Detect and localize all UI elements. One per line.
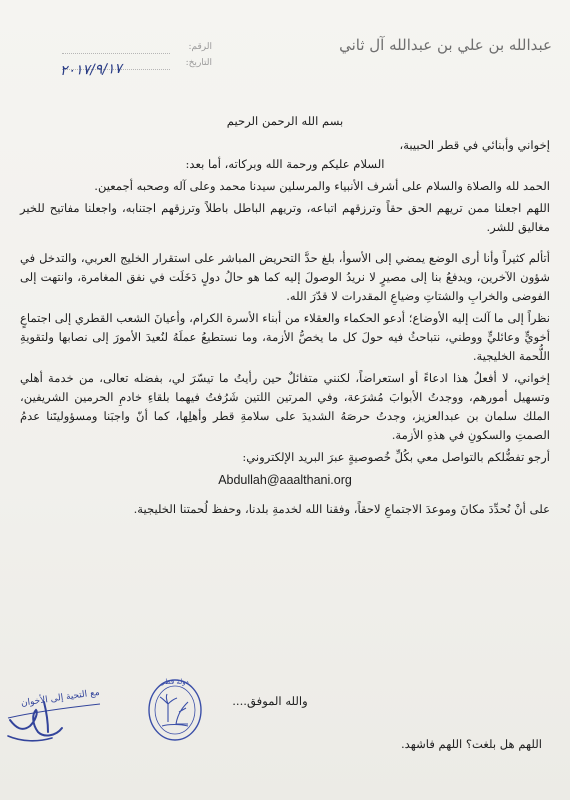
stamp-top-text: دولة قطر [161,678,189,686]
paragraph-invitation: نظراً إلى ما آلت إليه الأوضاع؛ أدعو الحكماء والعقلاء من أبناء الأسرة الكرام، وأعيانَ الشعب القطري إلى اجتماعٍ أخويٍّ وعائليٍّ ووطني، نتباحثُ فيه حولَ كل ما يخصُّ الأزمة، وما نستطيعُ عملَهُ لنُعيدَ الأمورَ إلى نصابها ولتقويةِ اللُّحمة الخليجية. [20,311,550,363]
number-line [62,53,170,54]
paragraph-prayer: اللهم اجعلنا ممن تريهم الحق حقاً وترزقهم اتباعه، وتريهم الباطل باطلاً وترزقهم اجتنابه، واجعلنا مفاتيح للخير مغاليق للشر. [20,201,550,234]
closing: والله الموفق.... [232,694,308,708]
number-row [62,42,212,58]
date-label: التاريخ: [185,58,212,68]
basmala: بسم الله الرحمن الرحيم [226,114,344,128]
paragraph-contact: أرجو تفضُّلكم بالتواصل معي بكُلِّ خُصوصيةٍ عبرَ البريد الإلكتروني: [242,450,550,464]
letterhead [0,0,570,100]
addressee: إخواني وأبنائي في قطر الحبيبة، [399,138,550,152]
paragraph-praise: الحمد لله والصلاة والسلام على أشرف الأنبياء والمرسلين سيدنا محمد وعلى آله وصحبه أجمعين. [94,179,550,193]
signature-underline [4,702,104,722]
letter-body [20,112,550,519]
paragraph-optimism: إخواني، لا أفعلُ هذا ادعاءً أو استعراضاً، لكنني متفائلٌ حين رأيتُ ما تيسّرَ لي، بفضله تعالى، من خدمة أهلي وتسهيل أمورهم، ووجدتُ الأبوابَ مُشرَعة، وفي المرتين اللتين شَرُفتُ فيهما بلقاءِ خادمِ الحرمين الشريفين، الملك سلمان بن عبدالعزيز، وجدتُ حرصَهُ الشديدَ على سلامةِ قطر وأهلِها، كما أنّ واجبَنا ومسؤوليتَنا عدمُ الصمتِ والسكونِ في هذهِ الأزمة. [20,371,550,442]
paragraph-concern: أتألم كثيراً وأنا أرى الوضع يمضي إلى الأسوأ، بلغ حدَّ التحريض المباشر على استقرار الخليج العربي، والتدخل في شؤون الآخرين، ويدفعُ بنا إلى مصيرٍ لا نريدُ الوصولَ إليه كما هو حالُ دولٍ دَخَلَت في نفق المغامرة، وانتهت إلى الفوضى والخرابِ والشتاتِ وضياعِ المقدرات لا قدّرَ الله. [20,251,550,303]
final-line: اللهم هل بلغت؟ اللهم فاشهد. [400,737,542,751]
greeting: السلام عليكم ورحمة الله وبركاته، أما بعد: [185,157,385,171]
signature-note: مع التحية إلى الأخوان [20,687,101,709]
contact-email[interactable]: Abdullah@aaalthani.org [218,473,352,487]
handwritten-date: ٢٠١٧/٩/١٧ [59,60,123,80]
paragraph-meeting: على أنْ نُحدِّدَ مكانَ وموعدَ الاجتماعِ لاحقاً، وفقنا الله لخدمةِ بلدنا، وحفظ لُحمتنا الخليجية. [133,502,550,516]
number-label: الرقم: [188,42,212,52]
sender-name: عبدالله بن علي بن عبدالله آل ثاني [339,36,552,54]
official-stamp [146,672,204,744]
